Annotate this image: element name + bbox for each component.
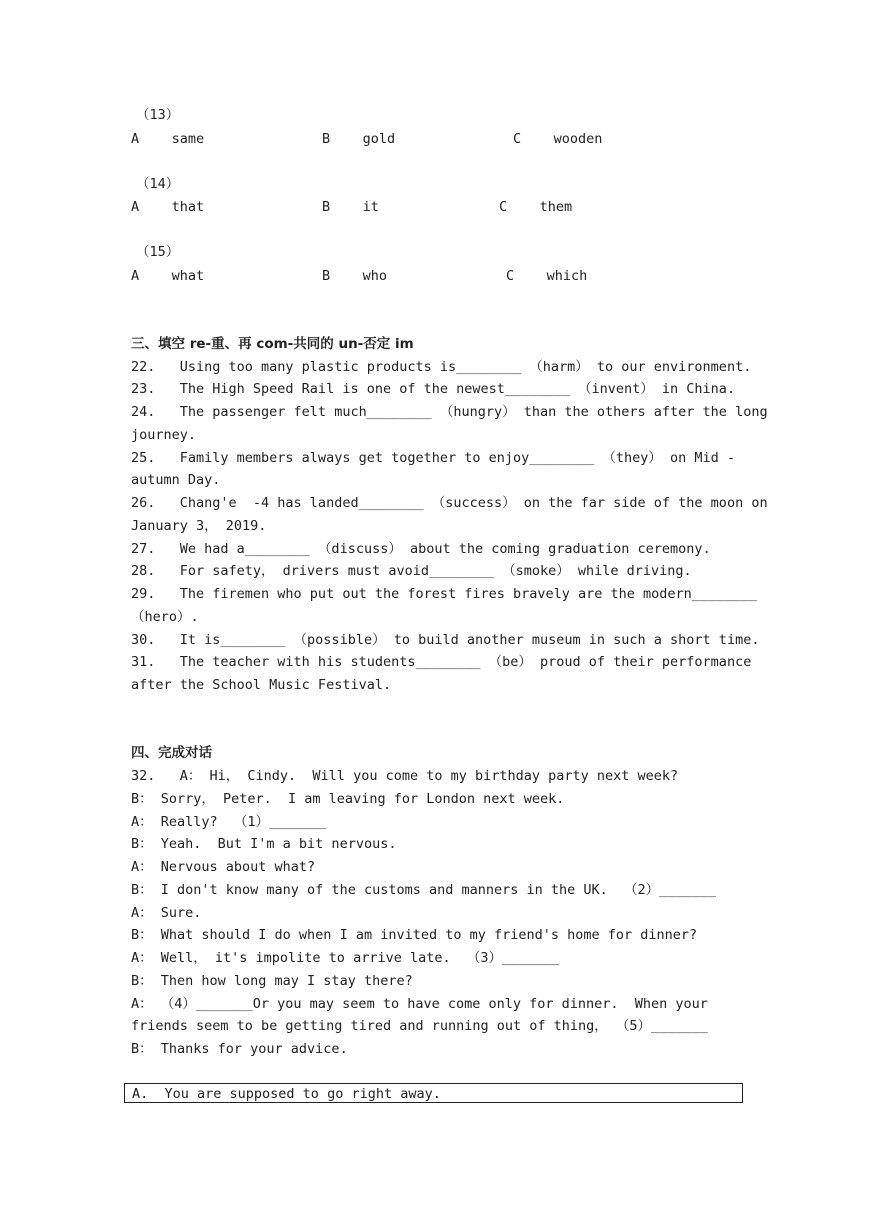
text-line: 28. For safety， drivers must avoid________ （smoke） while driving. <box>131 563 692 579</box>
dialogue-line: B： Then how long may I stay there? <box>131 973 413 989</box>
section-3-title: 三、填空 re-重、再 com-共同的 un-否定 im <box>131 336 414 352</box>
option-b: B it <box>322 199 379 215</box>
text-line: 24. The passenger felt much________ （hungry） than the others after the long <box>131 404 768 420</box>
text-line: 23. The High Speed Rail is one of the newest________ （invent） in China. <box>131 381 736 397</box>
dialogue-line: friends seem to be getting tired and running out of thing， （5）_______ <box>131 1018 708 1034</box>
dialogue-line: A： （4）_______Or you may seem to have come only for dinner. When your <box>131 996 708 1012</box>
dialogue-line: A： Nervous about what? <box>131 859 316 875</box>
text-line: 29. The firemen who put out the forest fires bravely are the modern________ <box>131 586 757 602</box>
text-line: journey. <box>131 427 197 443</box>
option-b: B who <box>322 268 388 284</box>
option-c: C which <box>506 268 588 284</box>
section-4-title: 四、完成对话 <box>131 745 212 761</box>
question-number: （14） <box>136 176 180 192</box>
text-line: after the School Music Festival. <box>131 677 392 693</box>
text-line: 27. We had a________ （discuss） about the coming graduation ceremony. <box>131 541 711 557</box>
question-number: （13） <box>136 107 180 123</box>
option-c: C them <box>499 199 573 215</box>
question-number: （15） <box>136 244 180 260</box>
option-a: A that <box>131 199 205 215</box>
text-line: 31. The teacher with his students________ （be） proud of their performance <box>131 654 752 670</box>
text-line: 22. Using too many plastic products is________ （harm） to our environment. <box>131 359 752 375</box>
dialogue-line: B： Thanks for your advice. <box>131 1041 348 1057</box>
text-line: 25. Family members always get together to enjoy________ （they） on Mid - <box>131 450 736 466</box>
text-line: January 3， 2019. <box>131 518 267 534</box>
text-line: 30. It is________ （possible） to build another museum in such a short time. <box>131 632 760 648</box>
dialogue-line: A： Really? （1）_______ <box>131 814 326 830</box>
dialogue-line: A： Sure. <box>131 905 202 921</box>
answer-option-a: A. You are supposed to go right away. <box>132 1086 441 1102</box>
dialogue-line: B： What should I do when I am invited to my friend's home for dinner? <box>131 927 698 943</box>
option-b: B gold <box>322 131 396 147</box>
option-c: C wooden <box>513 131 603 147</box>
text-line: autumn Day. <box>131 472 221 488</box>
text-line: （hero）. <box>131 609 199 625</box>
dialogue-line: B： Sorry， Peter. I am leaving for London next week. <box>131 791 565 807</box>
option-a: A what <box>131 268 205 284</box>
dialogue-line: 32. A： Hi， Cindy. Will you come to my birthday party next week? <box>131 768 679 784</box>
option-a: A same <box>131 131 205 147</box>
text-line: 26. Chang'e -4 has landed________ （success） on the far side of the moon on <box>131 495 768 511</box>
dialogue-line: B： Yeah. But I'm a bit nervous. <box>131 836 397 852</box>
dialogue-line: B： I don't know many of the customs and manners in the UK. （2）_______ <box>131 882 717 898</box>
dialogue-line: A： Well， it's impolite to arrive late. （3）_______ <box>131 950 559 966</box>
answer-option-box <box>124 1083 743 1103</box>
